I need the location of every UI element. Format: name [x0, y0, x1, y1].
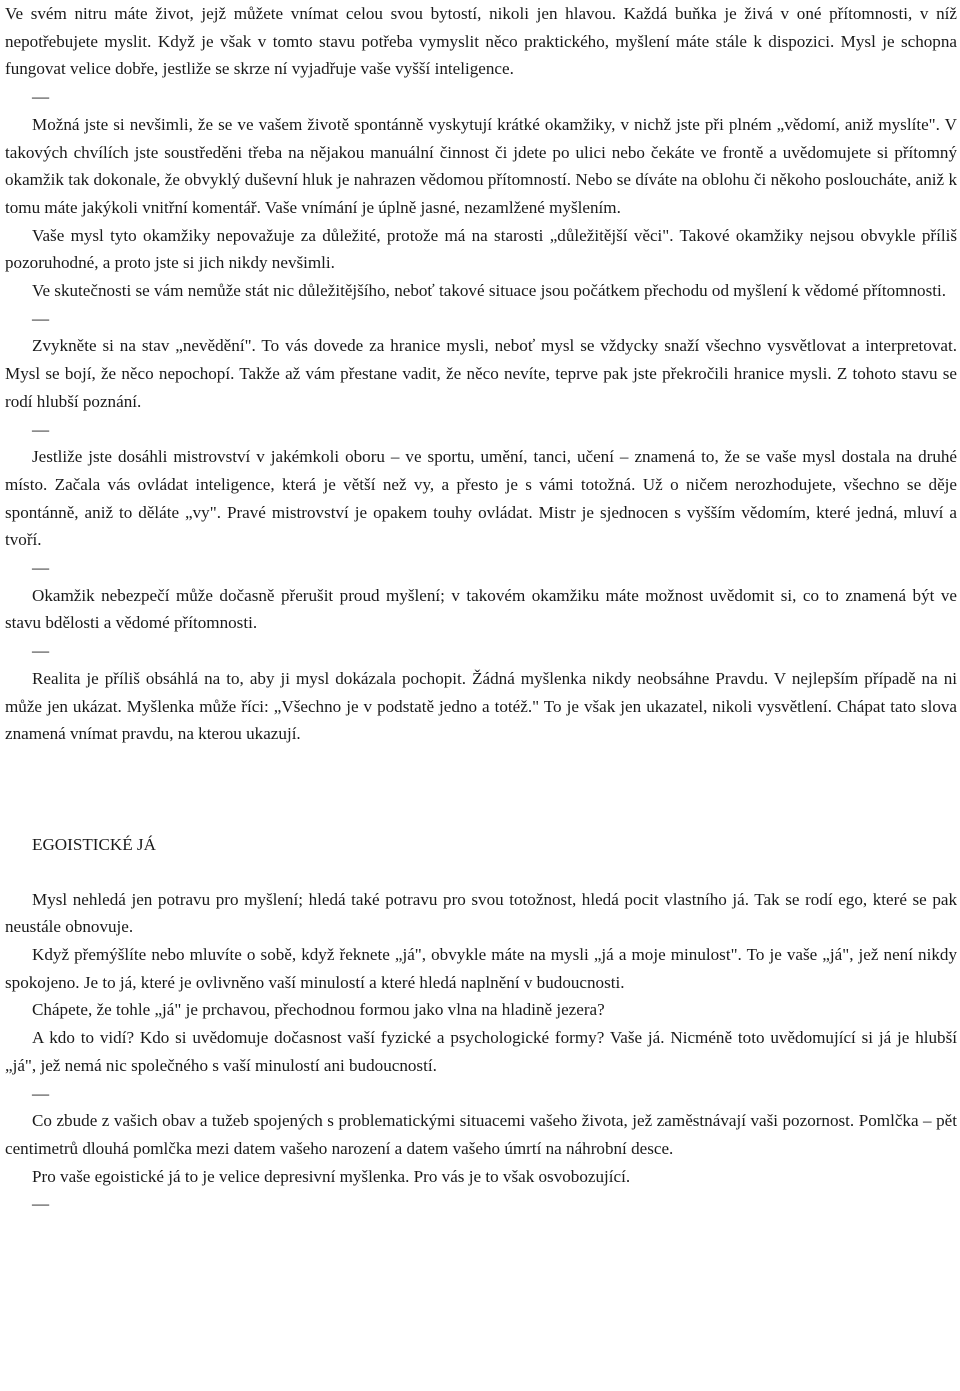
- section-separator: —: [32, 1083, 50, 1103]
- paragraph-12: A kdo to vidí? Kdo si uvědomuje dočasnost vaší fyzické a psychologické formy? Vaše já. Nicméně toto uvědomující si já je hlubší „já", jež nemá nic společného s vaší minulostí ani budoucností.: [5, 1028, 957, 1075]
- section-separator: —: [32, 87, 50, 107]
- paragraph-13: Co zbude z vašich obav a tužeb spojených s problematickými situacemi vašeho života, jež zaměstnávají vaši pozornost. Pomlčka – pět centimetrů dlouhá pomlčka mezi datem vašeho narození a datem vašeho úmrtí na náhrobní desce.: [5, 1111, 957, 1158]
- blank-space: [5, 748, 957, 831]
- paragraph-4: Ve skutečnosti se vám nemůže stát nic důležitějšího, neboť takové situace jsou počátkem přechodu od myšlení k vědomé přítomnosti.: [32, 281, 947, 301]
- paragraph-14: Pro vaše egoistické já to je velice depresivní myšlenka. Pro vás je to však osvobozující.: [32, 1166, 631, 1186]
- blank-space: [5, 859, 957, 886]
- paragraph-8: Realita je příliš obsáhlá na to, aby ji mysl dokázala pochopit. Žádná myšlenka nikdy neobsáhne Pravdu. V nejlepším případě na ni může jen ukázat. Myšlenka může říci: „Všechno je v podstatě jedno a totéž." To je však jen ukazatel, nikoli vysvětlení. Chápat tato slova znamená vnímat pravdu, na kterou ukazují.: [5, 668, 957, 744]
- section-heading: EGOISTICKÉ JÁ: [32, 834, 156, 854]
- section-separator: —: [32, 308, 50, 328]
- paragraph-1: Ve svém nitru máte život, jejž můžete vnímat celou svou bytostí, nikoli jen hlavou. Každá buňka je živá v oné přítomnosti, v níž nepotřebujete myslit. Když je však v tomto stavu potřeba vymyslit něco praktického, myšlení máte stále k dispozici. Mysl je schopna fungovat velice dobře, jestliže se skrze ní vyjadřuje vaše vyšší inteligence.: [5, 4, 957, 79]
- paragraph-9: Mysl nehledá jen potravu pro myšlení; hledá také potravu pro svou totožnost, hledá pocit vlastního já. Tak se rodí ego, které se pak neustále obnovuje.: [5, 889, 957, 937]
- document-page: [5, 0, 957, 1218]
- section-separator: —: [32, 558, 50, 578]
- paragraph-11: Chápete, že tohle „já" je prchavou, přechodnou formou jako vlna na hladině jezera?: [32, 1000, 605, 1020]
- paragraph-5: Zvykněte si na stav „nevědění". To vás dovede za hranice mysli, neboť mysl se vždycky snaží všechno vysvětlovat a interpretovat. Mysl se bojí, že něco nepochopí. Takže až vám přestane vadit, že něco nevíte, teprve pak jste překročili hranice mysli. Z tohoto stavu se rodí hlubší poznání.: [5, 336, 957, 411]
- section-separator: —: [32, 641, 50, 661]
- paragraph-6: Jestliže jste dosáhli mistrovství v jakémkoli oboru – ve sportu, umění, tanci, učení – znamená to, že se vaše mysl dostala na druhé místo. Začala vás ovládat inteligence, která je větší než vy, a přesto je s vámi totožná. Už o ničem nerozhodujete, všechno se děje spontánně, aniž to děláte „vy". Pravé mistrovství je opakem touhy ovládat. Mistr je sjednocen s vyšším vědomím, které jedná, mluví a tvoří.: [5, 447, 957, 550]
- paragraph-2: Možná jste si nevšimli, že se ve vašem životě spontánně vyskytují krátké okamžiky, v nichž jste při plném „vědomí, aniž myslíte". V takových chvílích jste soustředěni třeba na nějakou manuální činnost či jdete po ulici nebo čekáte ve frontě a uvědomujete si přítomný okamžik tak dokonale, že obvyklý duševní hluk je nahrazen vědomou přítomností. Nebo se díváte na oblohu či někoho posloucháte, aniž k tomu máte jakýkoli vnitřní komentář. Vaše vnímání je úplně jasné, nezamlžené myšlením.: [5, 114, 957, 217]
- section-separator: —: [32, 1194, 50, 1214]
- paragraph-3: Vaše mysl tyto okamžiky nepovažuje za důležité, protože má na starosti „důležitější věci". Takové okamžiky nejsou obvykle příliš pozoruhodné, a proto jste si jich nikdy nevšimli.: [5, 225, 957, 273]
- paragraph-7: Okamžik nebezpečí může dočasně přerušit proud myšlení; v takovém okamžiku máte možnost uvědomit si, co to znamená být ve stavu bdělosti a vědomé přítomnosti.: [5, 585, 957, 633]
- paragraph-10: Když přemýšlíte nebo mluvíte o sobě, když řeknete „já", obvykle máte na mysli „já a moje minulost". To je vaše „já", jež není nikdy spokojeno. Je to já, které je ovlivněno vaší minulostí a které hledá naplnění v budoucnosti.: [5, 945, 957, 992]
- section-separator: —: [32, 419, 50, 439]
